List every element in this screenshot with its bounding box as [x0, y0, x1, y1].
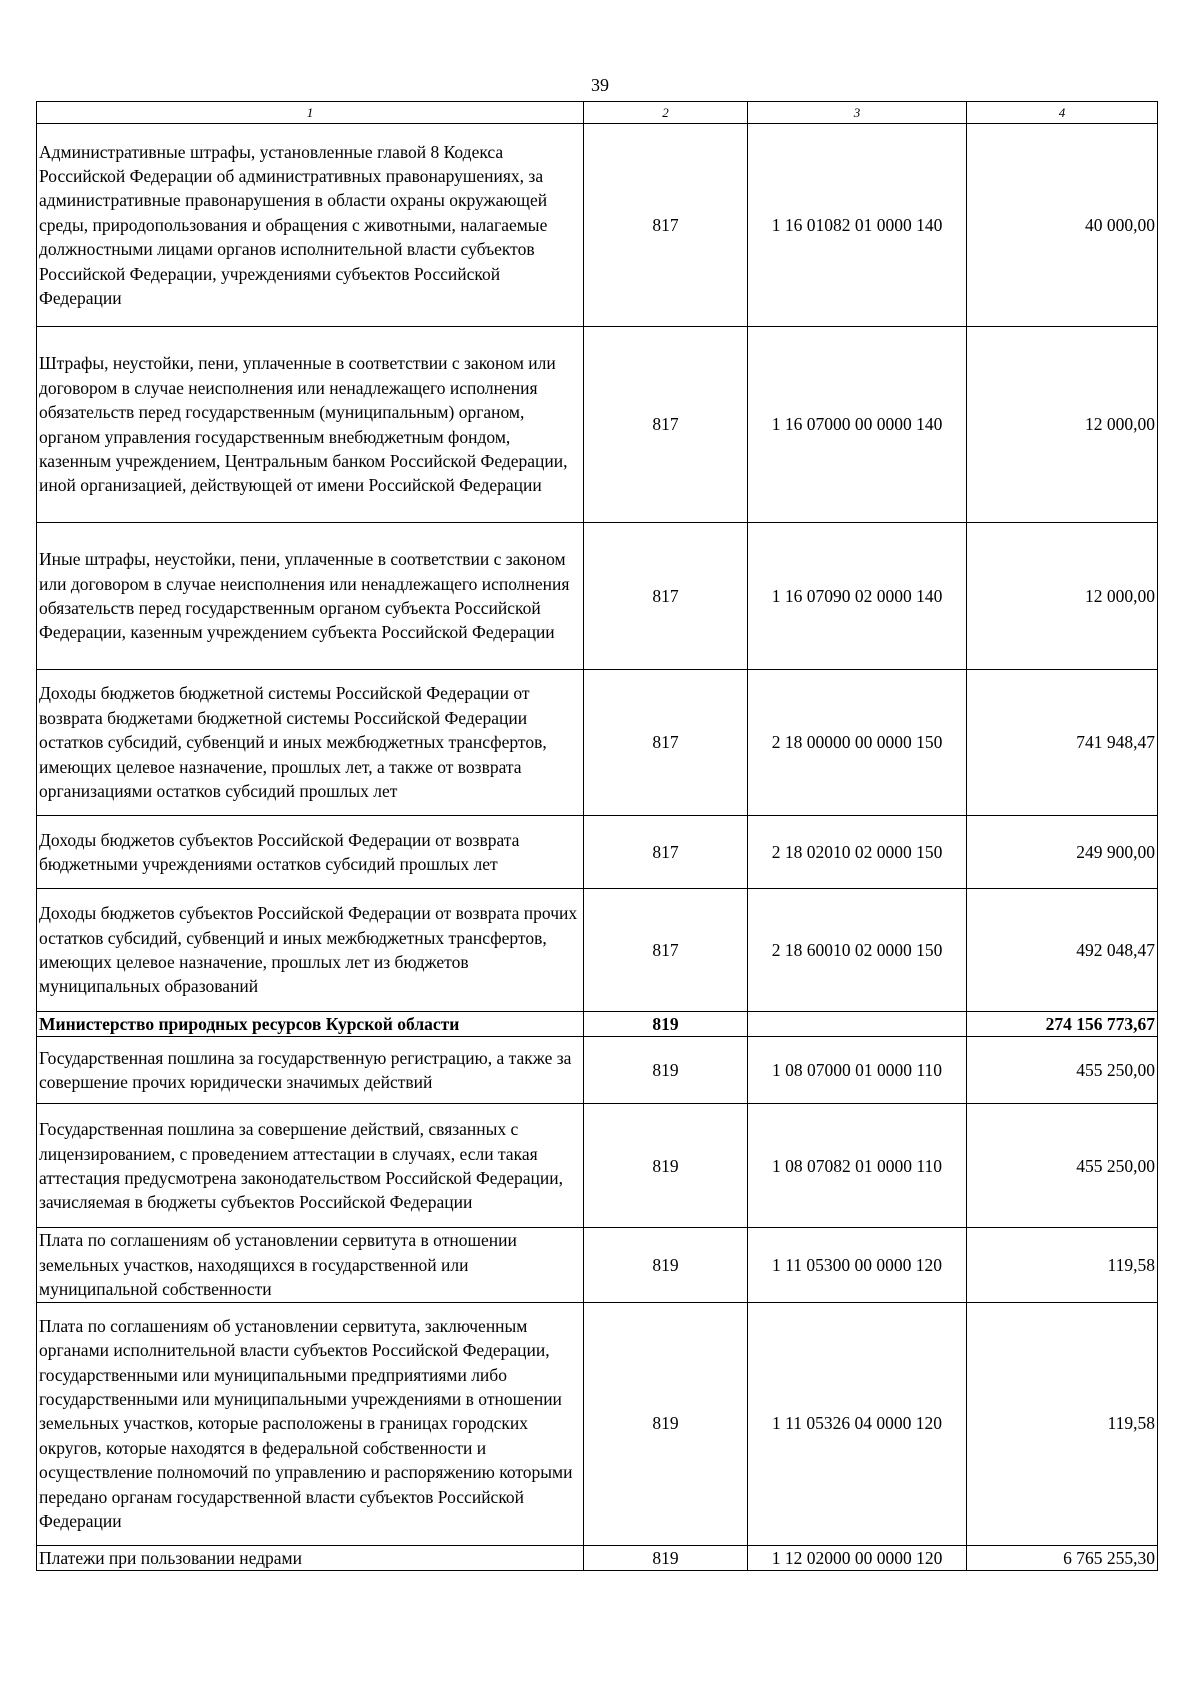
row-amount: 455 250,00	[967, 1037, 1158, 1104]
row-budget-code	[748, 1012, 967, 1037]
table-row	[37, 124, 1158, 327]
row-admin-code: 819	[584, 1545, 748, 1570]
table-row	[37, 1545, 1158, 1570]
row-admin-code: 819	[584, 1104, 748, 1228]
row-name: Государственная пошлина за совершение действий, связанных с лицензированием, с проведением аттестации в случаях, если такая аттестация предусмотрена законодательством Российской Федерации, зачисляемая в бюджеты субъектов Российской Федерации	[37, 1104, 584, 1228]
row-budget-code: 1 12 02000 00 0000 120	[748, 1545, 967, 1570]
row-name: Доходы бюджетов бюджетной системы Российской Федерации от возврата бюджетами бюджетной системы Российской Федерации остатков субсидий, субвенций и иных межбюджетных трансфертов, имеющих целевое назначение, прошлых лет, а также от возврата организациями остатков субсидий прошлых лет	[37, 670, 584, 816]
row-admin-code: 817	[584, 889, 748, 1012]
row-admin-code: 819	[584, 1037, 748, 1104]
row-amount: 119,58	[967, 1302, 1158, 1545]
row-admin-code: 817	[584, 327, 748, 523]
column-number-header-row	[37, 102, 1158, 124]
table-row	[37, 816, 1158, 889]
table-row	[37, 1228, 1158, 1302]
row-amount: 6 765 255,30	[967, 1545, 1158, 1570]
row-name: Плата по соглашениям об установлении сервитута, заключенным органами исполнительной власти субъектов Российской Федерации, государственными или муниципальными предприятиями либо государственными или муниципальными учреждениями в отношении земельных участков, которые расположены в границах городских округов, которые находятся в федеральной собственности и осуществление полномочий по управлению и распоряжению которыми передано органам государственной власти субъектов Российской Федерации	[37, 1302, 584, 1545]
row-name: Административные штрафы, установленные главой 8 Кодекса Российской Федерации об административных правонарушениях, за административные правонарушения в области охраны окружающей среды, природопользования и обращения с животными, налагаемые должностными лицами органов исполнительной власти субъектов Российской Федерации, учреждениями субъектов Российской Федерации	[37, 124, 584, 327]
row-admin-code: 819	[584, 1302, 748, 1545]
row-budget-code: 1 11 05326 04 0000 120	[748, 1302, 967, 1545]
row-admin-code: 819	[584, 1012, 748, 1037]
table-row	[37, 1104, 1158, 1228]
row-name: Иные штрафы, неустойки, пени, уплаченные в соответствии с законом или договором в случае неисполнения или ненадлежащего исполнения обязательств перед государственным органом субъекта Российской Федерации, казенным учреждением субъекта Российской Федерации	[37, 523, 584, 670]
row-amount: 249 900,00	[967, 816, 1158, 889]
revenue-table	[36, 101, 1158, 1571]
row-admin-code: 817	[584, 523, 748, 670]
table-row	[37, 670, 1158, 816]
row-budget-code: 2 18 60010 02 0000 150	[748, 889, 967, 1012]
table-row	[37, 1302, 1158, 1545]
row-budget-code: 1 08 07000 01 0000 110	[748, 1037, 967, 1104]
row-admin-code: 817	[584, 816, 748, 889]
row-amount: 12 000,00	[967, 523, 1158, 670]
row-amount: 455 250,00	[967, 1104, 1158, 1228]
row-name: Платежи при пользовании недрами	[37, 1545, 584, 1570]
row-amount: 492 048,47	[967, 889, 1158, 1012]
row-name: Министерство природных ресурсов Курской области	[37, 1012, 584, 1037]
table-row	[37, 1037, 1158, 1104]
section-total-row	[37, 1012, 1158, 1037]
page-number: 39	[591, 75, 609, 95]
row-name: Государственная пошлина за государственную регистрацию, а также за совершение прочих юридически значимых действий	[37, 1037, 584, 1104]
column-number-1: 1	[37, 102, 584, 124]
row-admin-code: 819	[584, 1228, 748, 1302]
column-number-4: 4	[967, 102, 1158, 124]
row-budget-code: 2 18 00000 00 0000 150	[748, 670, 967, 816]
table-row	[37, 889, 1158, 1012]
row-amount: 274 156 773,67	[967, 1012, 1158, 1037]
row-name: Доходы бюджетов субъектов Российской Федерации от возврата прочих остатков субсидий, субвенций и иных межбюджетных трансфертов, имеющих целевое назначение, прошлых лет из бюджетов муниципальных образований	[37, 889, 584, 1012]
row-admin-code: 817	[584, 670, 748, 816]
row-admin-code: 817	[584, 124, 748, 327]
column-number-2: 2	[584, 102, 748, 124]
row-amount: 12 000,00	[967, 327, 1158, 523]
row-amount: 119,58	[967, 1228, 1158, 1302]
table-row	[37, 523, 1158, 670]
row-name: Доходы бюджетов субъектов Российской Федерации от возврата бюджетными учреждениями остатков субсидий прошлых лет	[37, 816, 584, 889]
row-amount: 40 000,00	[967, 124, 1158, 327]
row-budget-code: 1 16 07000 00 0000 140	[748, 327, 967, 523]
row-budget-code: 1 11 05300 00 0000 120	[748, 1228, 967, 1302]
row-amount: 741 948,47	[967, 670, 1158, 816]
table-row	[37, 327, 1158, 523]
row-name: Штрафы, неустойки, пени, уплаченные в соответствии с законом или договором в случае неисполнения или ненадлежащего исполнения обязательств перед государственным (муниципальным) органом, органом управления государственным внебюджетным фондом, казенным учреждением, Центральным банком Российской Федерации, иной организацией, действующей от имени Российской Федерации	[37, 327, 584, 523]
row-budget-code: 1 16 01082 01 0000 140	[748, 124, 967, 327]
row-budget-code: 1 08 07082 01 0000 110	[748, 1104, 967, 1228]
row-budget-code: 2 18 02010 02 0000 150	[748, 816, 967, 889]
column-number-3: 3	[748, 102, 967, 124]
row-budget-code: 1 16 07090 02 0000 140	[748, 523, 967, 670]
row-name: Плата по соглашениям об установлении сервитута в отношении земельных участков, находящихся в государственной или муниципальной собственности	[37, 1228, 584, 1302]
